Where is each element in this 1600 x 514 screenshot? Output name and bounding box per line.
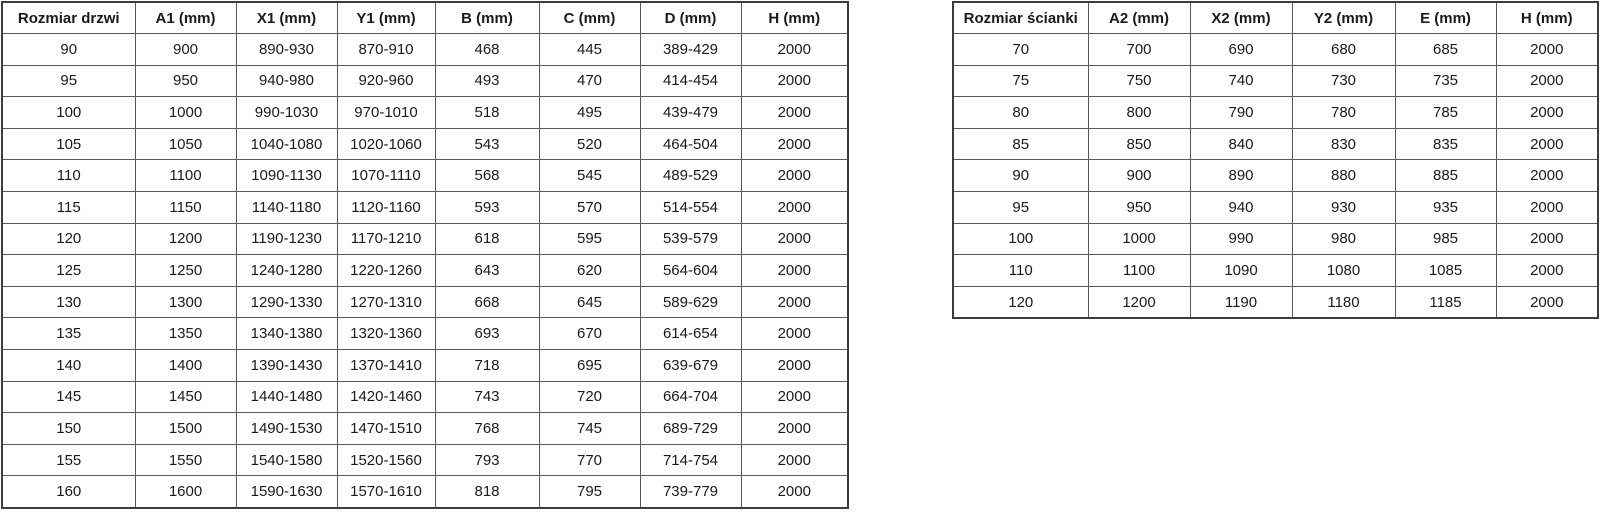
table-cell: 1240-1280 (236, 255, 337, 287)
wall-sizes-table (952, 1, 1599, 319)
table-cell: 700 (1088, 34, 1190, 66)
table-header-row (953, 2, 1598, 34)
table-cell: 100 (2, 97, 135, 129)
table-cell: 389-429 (640, 34, 741, 66)
table-cell: 1350 (135, 318, 236, 350)
table-row (2, 65, 848, 97)
table-cell: 1050 (135, 128, 236, 160)
table-cell: 1090-1130 (236, 160, 337, 192)
table-cell: 2000 (1496, 223, 1598, 255)
table-cell: 1340-1380 (236, 318, 337, 350)
table-row (953, 255, 1598, 287)
table-cell: 900 (135, 34, 236, 66)
table-cell: 935 (1395, 191, 1496, 223)
table-cell: 1500 (135, 413, 236, 445)
table-cell: 85 (953, 128, 1088, 160)
table-cell: 1080 (1292, 255, 1395, 287)
table-cell: 950 (1088, 191, 1190, 223)
table-cell: 940 (1190, 191, 1292, 223)
table-cell: 793 (435, 444, 539, 476)
table-cell: 2000 (741, 286, 848, 318)
table-cell: 2000 (1496, 97, 1598, 129)
table-cell: 790 (1190, 97, 1292, 129)
table-cell: 990 (1190, 223, 1292, 255)
table-cell: 2000 (741, 318, 848, 350)
table-cell: 618 (435, 223, 539, 255)
table-row (953, 223, 1598, 255)
table-cell: 1150 (135, 191, 236, 223)
table-cell: 90 (953, 160, 1088, 192)
table-cell: 1085 (1395, 255, 1496, 287)
column-header-c: C (mm) (539, 2, 640, 34)
table-cell: 885 (1395, 160, 1496, 192)
table-cell: 2000 (1496, 65, 1598, 97)
table-cell: 2000 (741, 476, 848, 508)
table-row (953, 97, 1598, 129)
table-cell: 743 (435, 381, 539, 413)
table-cell: 130 (2, 286, 135, 318)
table-cell: 830 (1292, 128, 1395, 160)
table-row (2, 223, 848, 255)
table-cell: 2000 (741, 223, 848, 255)
table-cell: 735 (1395, 65, 1496, 97)
table-cell: 568 (435, 160, 539, 192)
table-cell: 670 (539, 318, 640, 350)
table-cell: 980 (1292, 223, 1395, 255)
table-row (2, 255, 848, 287)
table-cell: 160 (2, 476, 135, 508)
table-row (2, 160, 848, 192)
table-cell: 120 (953, 286, 1088, 318)
table-cell: 1000 (1088, 223, 1190, 255)
table-cell: 595 (539, 223, 640, 255)
table-cell: 593 (435, 191, 539, 223)
table-cell: 1590-1630 (236, 476, 337, 508)
table-cell: 1570-1610 (337, 476, 435, 508)
table-row (2, 444, 848, 476)
table-cell: 685 (1395, 34, 1496, 66)
table-cell: 900 (1088, 160, 1190, 192)
table-cell: 745 (539, 413, 640, 445)
table-cell: 1100 (135, 160, 236, 192)
table-cell: 468 (435, 34, 539, 66)
table-cell: 2000 (741, 413, 848, 445)
table-cell: 714-754 (640, 444, 741, 476)
table-row (2, 34, 848, 66)
table-cell: 800 (1088, 97, 1190, 129)
table-cell: 695 (539, 349, 640, 381)
table-cell: 1600 (135, 476, 236, 508)
column-header-wall-size: Rozmiar ścianki (953, 2, 1088, 34)
table-cell: 95 (2, 65, 135, 97)
table-row (2, 128, 848, 160)
table-cell: 614-654 (640, 318, 741, 350)
table-cell: 930 (1292, 191, 1395, 223)
table-cell: 1000 (135, 97, 236, 129)
table-cell: 739-779 (640, 476, 741, 508)
table-cell: 985 (1395, 223, 1496, 255)
table-cell: 570 (539, 191, 640, 223)
table-cell: 1290-1330 (236, 286, 337, 318)
table-row (953, 128, 1598, 160)
table-cell: 518 (435, 97, 539, 129)
table-cell: 1400 (135, 349, 236, 381)
table-cell: 2000 (1496, 286, 1598, 318)
table-cell: 840 (1190, 128, 1292, 160)
column-header-x1: X1 (mm) (236, 2, 337, 34)
table-cell: 145 (2, 381, 135, 413)
table-row (2, 318, 848, 350)
table-cell: 990-1030 (236, 97, 337, 129)
table-cell: 2000 (741, 255, 848, 287)
table-cell: 150 (2, 413, 135, 445)
table-cell: 1120-1160 (337, 191, 435, 223)
table-row (2, 191, 848, 223)
table-cell: 1250 (135, 255, 236, 287)
table-cell: 680 (1292, 34, 1395, 66)
table-cell: 439-479 (640, 97, 741, 129)
table-cell: 140 (2, 349, 135, 381)
column-header-h: H (mm) (1496, 2, 1598, 34)
table-cell: 818 (435, 476, 539, 508)
table-cell: 639-679 (640, 349, 741, 381)
table-row (2, 476, 848, 508)
table-row (2, 381, 848, 413)
table-cell: 690 (1190, 34, 1292, 66)
table-cell: 770 (539, 444, 640, 476)
table-cell: 785 (1395, 97, 1496, 129)
table-row (2, 97, 848, 129)
table-cell: 693 (435, 318, 539, 350)
table-cell: 520 (539, 128, 640, 160)
table-cell: 2000 (741, 160, 848, 192)
table-cell: 470 (539, 65, 640, 97)
table-cell: 730 (1292, 65, 1395, 97)
table-cell: 110 (953, 255, 1088, 287)
table-cell: 870-910 (337, 34, 435, 66)
table-cell: 1090 (1190, 255, 1292, 287)
table-cell: 2000 (741, 444, 848, 476)
table-cell: 543 (435, 128, 539, 160)
table-cell: 890-930 (236, 34, 337, 66)
table-cell: 890 (1190, 160, 1292, 192)
table-cell: 720 (539, 381, 640, 413)
table-cell: 125 (2, 255, 135, 287)
table-cell: 105 (2, 128, 135, 160)
table-cell: 718 (435, 349, 539, 381)
table-cell: 1470-1510 (337, 413, 435, 445)
table-row (2, 413, 848, 445)
column-header-a2: A2 (mm) (1088, 2, 1190, 34)
table-cell: 2000 (741, 381, 848, 413)
table-cell: 2000 (1496, 191, 1598, 223)
table-cell: 545 (539, 160, 640, 192)
column-header-door-size: Rozmiar drzwi (2, 2, 135, 34)
table-cell: 1420-1460 (337, 381, 435, 413)
table-cell: 1040-1080 (236, 128, 337, 160)
table-cell: 1020-1060 (337, 128, 435, 160)
table-row (953, 34, 1598, 66)
table-cell: 564-604 (640, 255, 741, 287)
table-cell: 780 (1292, 97, 1395, 129)
table-cell: 1370-1410 (337, 349, 435, 381)
table-cell: 1520-1560 (337, 444, 435, 476)
table-row (953, 160, 1598, 192)
table-cell: 70 (953, 34, 1088, 66)
table-cell: 1300 (135, 286, 236, 318)
table-cell: 1220-1260 (337, 255, 435, 287)
table-row (953, 65, 1598, 97)
column-header-x2: X2 (mm) (1190, 2, 1292, 34)
table-cell: 110 (2, 160, 135, 192)
table-cell: 950 (135, 65, 236, 97)
table-cell: 940-980 (236, 65, 337, 97)
table-cell: 1540-1580 (236, 444, 337, 476)
table-cell: 1270-1310 (337, 286, 435, 318)
table-cell: 1390-1430 (236, 349, 337, 381)
table-cell: 645 (539, 286, 640, 318)
column-header-y2: Y2 (mm) (1292, 2, 1395, 34)
table-cell: 493 (435, 65, 539, 97)
table-cell: 90 (2, 34, 135, 66)
table-cell: 2000 (741, 97, 848, 129)
table-cell: 539-579 (640, 223, 741, 255)
table-cell: 1170-1210 (337, 223, 435, 255)
table-cell: 1490-1530 (236, 413, 337, 445)
table-cell: 835 (1395, 128, 1496, 160)
table-cell: 115 (2, 191, 135, 223)
table-cell: 589-629 (640, 286, 741, 318)
table-cell: 120 (2, 223, 135, 255)
table-cell: 2000 (741, 191, 848, 223)
table-cell: 1200 (1088, 286, 1190, 318)
table-cell: 1450 (135, 381, 236, 413)
table-cell: 689-729 (640, 413, 741, 445)
column-header-a1: A1 (mm) (135, 2, 236, 34)
column-header-y1: Y1 (mm) (337, 2, 435, 34)
column-header-d: D (mm) (640, 2, 741, 34)
table-cell: 95 (953, 191, 1088, 223)
table-cell: 2000 (1496, 160, 1598, 192)
table-row (953, 286, 1598, 318)
table-cell: 2000 (741, 349, 848, 381)
table-cell: 620 (539, 255, 640, 287)
table-cell: 768 (435, 413, 539, 445)
table-cell: 514-554 (640, 191, 741, 223)
column-header-b: B (mm) (435, 2, 539, 34)
table-header-row (2, 2, 848, 34)
table-cell: 2000 (1496, 34, 1598, 66)
table-cell: 414-454 (640, 65, 741, 97)
table-row (953, 191, 1598, 223)
table-cell: 135 (2, 318, 135, 350)
table-cell: 495 (539, 97, 640, 129)
table-cell: 2000 (741, 65, 848, 97)
table-cell: 2000 (741, 34, 848, 66)
table-cell: 489-529 (640, 160, 741, 192)
table-cell: 668 (435, 286, 539, 318)
table-cell: 445 (539, 34, 640, 66)
table-cell: 155 (2, 444, 135, 476)
table-cell: 80 (953, 97, 1088, 129)
table-cell: 1185 (1395, 286, 1496, 318)
table-row (2, 286, 848, 318)
table-cell: 1440-1480 (236, 381, 337, 413)
table-cell: 740 (1190, 65, 1292, 97)
table-cell: 100 (953, 223, 1088, 255)
table-cell: 664-704 (640, 381, 741, 413)
table-cell: 1200 (135, 223, 236, 255)
table-cell: 920-960 (337, 65, 435, 97)
table-row (2, 349, 848, 381)
table-cell: 1190-1230 (236, 223, 337, 255)
table-cell: 970-1010 (337, 97, 435, 129)
table-cell: 75 (953, 65, 1088, 97)
table-cell: 1550 (135, 444, 236, 476)
table-cell: 643 (435, 255, 539, 287)
table-cell: 2000 (741, 128, 848, 160)
table-cell: 2000 (1496, 128, 1598, 160)
table-cell: 795 (539, 476, 640, 508)
table-cell: 1180 (1292, 286, 1395, 318)
table-cell: 464-504 (640, 128, 741, 160)
door-sizes-table (1, 1, 849, 509)
table-cell: 1320-1360 (337, 318, 435, 350)
table-cell: 2000 (1496, 255, 1598, 287)
column-header-e: E (mm) (1395, 2, 1496, 34)
table-cell: 1070-1110 (337, 160, 435, 192)
table-cell: 1190 (1190, 286, 1292, 318)
table-cell: 750 (1088, 65, 1190, 97)
table-cell: 850 (1088, 128, 1190, 160)
table-cell: 880 (1292, 160, 1395, 192)
table-cell: 1140-1180 (236, 191, 337, 223)
table-cell: 1100 (1088, 255, 1190, 287)
column-header-h: H (mm) (741, 2, 848, 34)
